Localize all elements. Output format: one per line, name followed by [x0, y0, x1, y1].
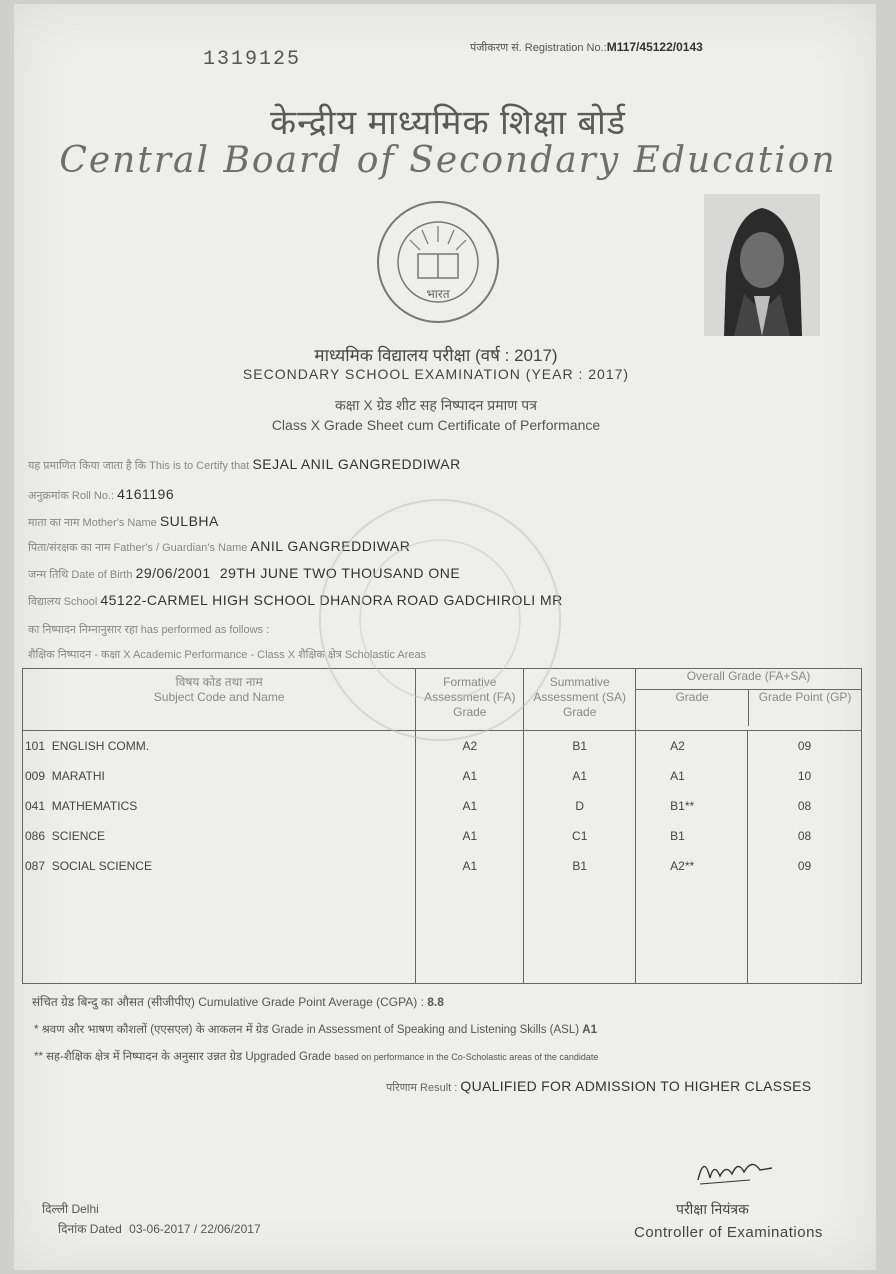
cgpa-line — [32, 993, 444, 1010]
fa-grade: A1 — [416, 791, 524, 821]
mother-line — [28, 513, 219, 530]
dob-line — [28, 565, 460, 582]
board-title-hindi: केन्द्रीय माध्यमिक शिक्षा बोर्ड — [270, 104, 626, 142]
student-photo — [704, 194, 820, 336]
grade-point: 10 — [748, 761, 862, 791]
grade-point: 09 — [748, 851, 862, 881]
table-row — [23, 791, 862, 821]
subject-name: ENGLISH COMM. — [51, 738, 150, 753]
mother-name: SULBHA — [159, 513, 219, 529]
cgpa-value: 8.8 — [427, 995, 444, 1009]
dated-value: 03-06-2017 / 22/06/2017 — [129, 1222, 261, 1236]
controller-signature — [690, 1150, 780, 1190]
table-row — [23, 851, 862, 881]
overall-grade: A2** — [636, 851, 748, 881]
subject-name: MARATHI — [51, 768, 105, 783]
fa-grade: A1 — [416, 821, 524, 851]
fa-grade: A1 — [416, 761, 524, 791]
sa-grade: C1 — [524, 821, 636, 851]
performed-line: का निष्पादन निम्नानुसार रहा has performed as follows : — [28, 624, 270, 636]
school-label: विद्यालय School — [28, 596, 98, 608]
table-row — [23, 731, 862, 761]
mother-label: माता का नाम Mother's Name — [28, 517, 157, 529]
roll-label: अनुक्रमांक Roll No.: — [28, 490, 115, 502]
sa-grade: D — [524, 791, 636, 821]
dated-line — [58, 1220, 261, 1237]
registration-number — [470, 40, 703, 55]
overall-grade: A2 — [636, 731, 748, 761]
school-name: 45122-CARMEL HIGH SCHOOL DHANORA ROAD GADCHIROLI MR — [100, 592, 563, 608]
subject-code: 101 — [25, 738, 46, 753]
academic-line: शैक्षिक निष्पादन - कक्षा X Academic Performance - Class X शैक्षिक क्षेत्र Scholastic Areas — [28, 649, 427, 661]
subject-code: 041 — [25, 798, 46, 813]
table-row — [23, 821, 862, 851]
dob-words: 29TH JUNE TWO THOUSAND ONE — [219, 565, 461, 581]
controller-title: Controller of Examinations — [634, 1224, 823, 1241]
father-label: पिता/संरक्षक का नाम Father's / Guardian's Name — [28, 542, 248, 554]
result-line — [386, 1078, 811, 1095]
subject-name: MATHEMATICS — [51, 798, 138, 813]
sa-grade: B1 — [524, 731, 636, 761]
asl-label: * श्रवण और भाषण कौशलों (एएसएल) के आकलन में ग्रेड Grade in Assessment of Speaking and Listening Skills (ASL) — [34, 1024, 580, 1036]
certificate-title-hindi: कक्षा X ग्रेड शीट सह निष्पादन प्रमाण पत्र — [335, 397, 537, 413]
grade-point: 09 — [748, 731, 862, 761]
cgpa-label: संचित ग्रेड बिन्दु का औसत (सीजीपीए) Cumulative Grade Point Average (CGPA) : — [32, 995, 424, 1009]
header-overall-sub — [636, 690, 861, 726]
header-subject — [23, 669, 416, 731]
father-name: ANIL GANGREDDIWAR — [250, 538, 411, 554]
certify-label: यह प्रमाणित किया जाता है कि This is to Certify that — [28, 460, 250, 472]
dob-value: 29/06/2001 — [135, 565, 211, 581]
exam-title-english: SECONDARY SCHOOL EXAMINATION (YEAR : 2017) — [242, 366, 630, 382]
header-overall — [636, 669, 862, 731]
subject-name: SOCIAL SCIENCE — [51, 858, 152, 873]
fa-grade: A1 — [416, 851, 524, 881]
place: दिल्ली Delhi — [42, 1202, 99, 1216]
upgraded-label: ** सह-शैक्षिक क्षेत्र में निष्पादन के अनुसार उन्नत ग्रेड Upgraded Grade — [34, 1051, 331, 1063]
header-subject-english: Subject Code and Name — [153, 690, 285, 704]
upgraded-note: based on performance in the Co-Scholastic areas of the candidate — [334, 1052, 599, 1062]
student-name: SEJAL ANIL GANGREDDIWAR — [252, 456, 461, 472]
registration-label: पंजीकरण सं. Registration No.: — [470, 42, 607, 54]
table-row — [23, 761, 862, 791]
sa-grade: B1 — [524, 851, 636, 881]
asl-value: A1 — [582, 1024, 597, 1036]
roll-line — [28, 486, 174, 503]
exam-title-hindi: माध्यमिक विद्यालय परीक्षा (वर्ष : 2017) — [314, 346, 558, 365]
serial-number: 1319125 — [203, 48, 302, 71]
overall-grade: A1 — [636, 761, 748, 791]
dob-label: जन्म तिथि Date of Birth — [28, 569, 133, 581]
school-line — [28, 592, 563, 609]
certify-line — [28, 456, 461, 473]
header-grade: Grade — [636, 690, 749, 726]
logo-caption: भारत — [426, 287, 450, 301]
cbse-logo — [370, 198, 506, 334]
subject-code: 087 — [25, 858, 46, 873]
table-filler-row — [23, 881, 862, 984]
father-line — [28, 538, 410, 555]
overall-grade: B1** — [636, 791, 748, 821]
grades-table — [22, 668, 862, 984]
upgraded-line — [34, 1049, 598, 1064]
header-fa: Formative Assessment (FA) Grade — [416, 669, 524, 731]
dated-label: दिनांक Dated — [58, 1222, 122, 1236]
asl-line — [34, 1022, 597, 1037]
controller-hindi: परीक्षा नियंत्रक — [676, 1201, 749, 1217]
certificate-title-english: Class X Grade Sheet cum Certificate of Performance — [271, 417, 601, 433]
board-title-english: Central Board of Secondary Education — [59, 140, 837, 181]
result-label: परिणाम Result : — [386, 1082, 458, 1094]
overall-grade: B1 — [636, 821, 748, 851]
registration-value: M117/45122/0143 — [606, 40, 703, 54]
subject-code: 086 — [25, 828, 46, 843]
grade-point: 08 — [748, 821, 862, 851]
subject-name: SCIENCE — [51, 828, 106, 843]
result-value: QUALIFIED FOR ADMISSION TO HIGHER CLASSES — [460, 1078, 812, 1094]
fa-grade: A2 — [416, 731, 524, 761]
subject-code: 009 — [25, 768, 46, 783]
grade-point: 08 — [748, 791, 862, 821]
sa-grade: A1 — [524, 761, 636, 791]
header-sa: Summative Assessment (SA) Grade — [524, 669, 636, 731]
header-overall-title: Overall Grade (FA+SA) — [636, 669, 861, 690]
header-subject-hindi: विषय कोड तथा नाम — [175, 675, 263, 689]
roll-number: 4161196 — [117, 486, 175, 502]
header-gp: Grade Point (GP) — [758, 690, 852, 704]
